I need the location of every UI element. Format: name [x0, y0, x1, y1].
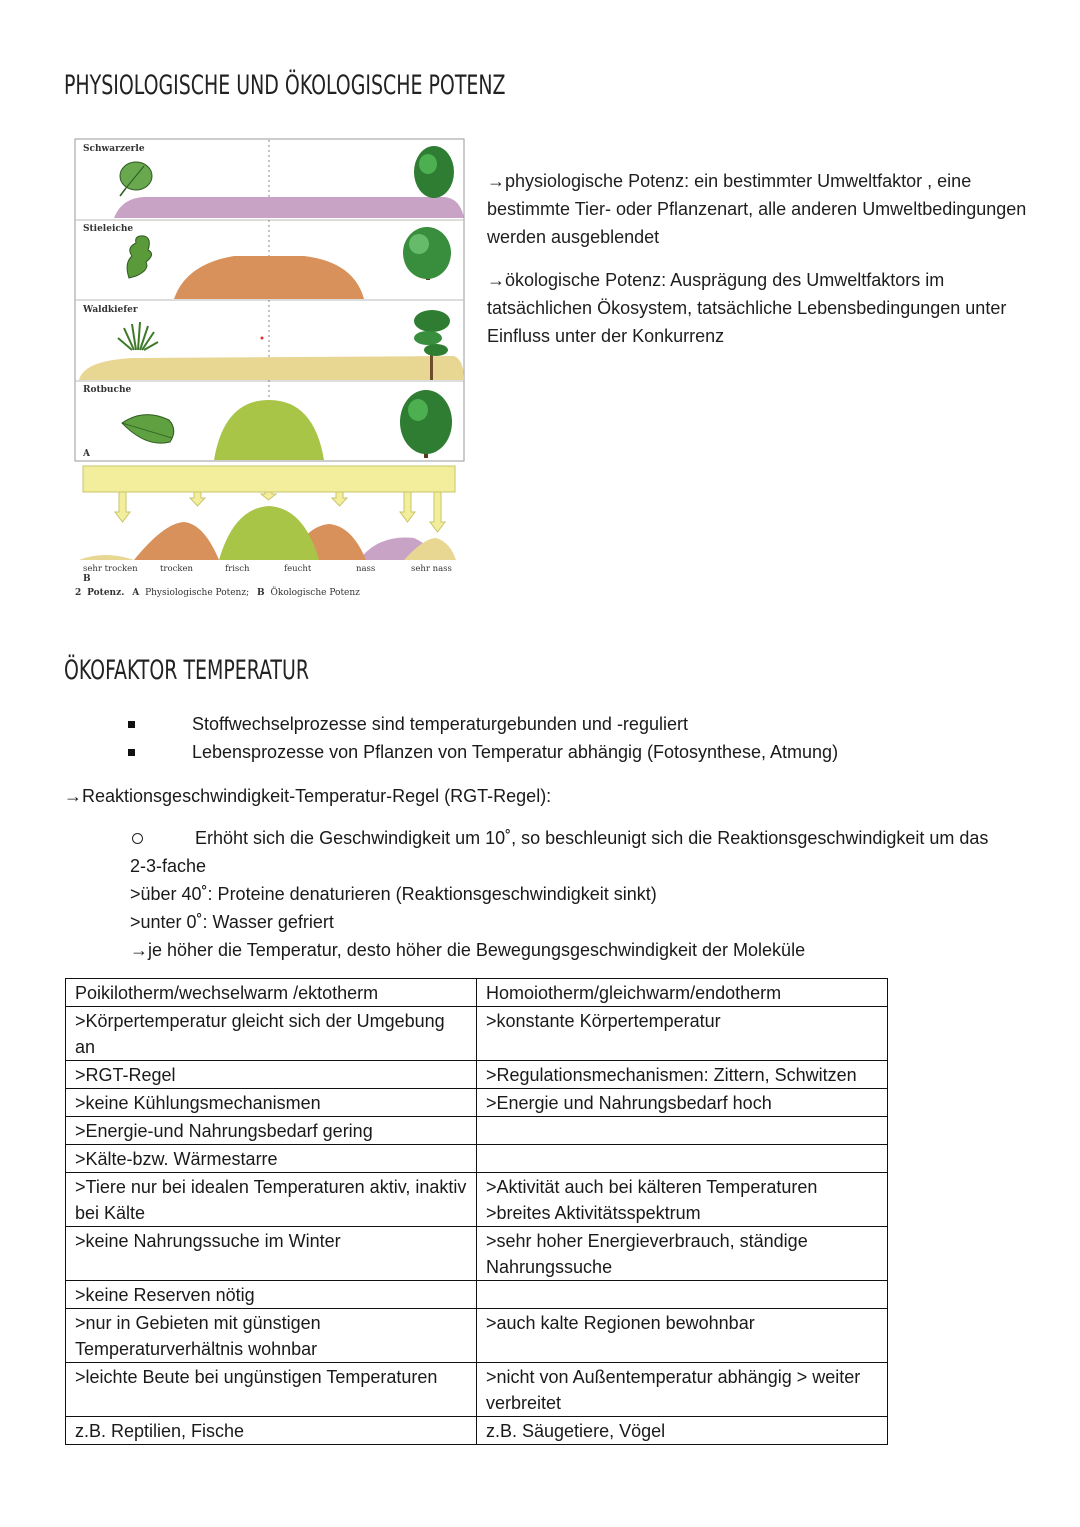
definition-oekologisch [487, 266, 1027, 350]
cell-homoiotherm [477, 1145, 888, 1173]
cell-homoiotherm: >sehr hoher Energieverbrauch, ständige Nahrungssuche [477, 1227, 888, 1281]
panel-letter-a: A [83, 449, 90, 459]
section-heading-potenz: PHYSIOLOGISCHE UND ÖKOLOGISCHE POTENZ [64, 70, 506, 101]
axis-label-sehr-nass: sehr nass [411, 564, 452, 574]
cell-homoiotherm: >Aktivität auch bei kälteren Temperaturen >breites Aktivitätsspektrum [477, 1173, 888, 1227]
comparison-table [65, 978, 888, 1445]
panel-label-rotbuche: Rotbuche [83, 385, 132, 395]
cell-poikilotherm: >RGT-Regel [66, 1061, 477, 1089]
curve-b-waldkiefer-left [79, 555, 134, 560]
panel-label-schwarzerle: Schwarzerle [83, 144, 145, 154]
text-oekologische-potenz: →ökologische Potenz: Ausprägung des Umweltfaktors im tatsächlichen Ökosystem, tatsächliche Lebensbedingungen unter Einfluss unter der Konkurrenz [487, 270, 1007, 346]
cell-poikilotherm: >leichte Beute bei ungünstigen Temperaturen [66, 1363, 477, 1417]
figure-caption: 2 Potenz. A Physiologische Potenz; B Ökologische Potenz [75, 588, 360, 598]
yellow-band [83, 466, 455, 492]
list-item: Stoffwechselprozesse sind temperaturgebunden und -reguliert [128, 710, 838, 738]
axis-label-nass: nass [356, 564, 376, 574]
table-row [66, 1363, 888, 1417]
cell-homoiotherm [477, 1117, 888, 1145]
potenz-figure [74, 138, 466, 608]
table-row [66, 1227, 888, 1281]
table-row [66, 1089, 888, 1117]
axis-label-sehr-trocken: sehr trocken [83, 564, 138, 574]
cell-homoiotherm: z.B. Säugetiere, Vögel [477, 1417, 888, 1445]
cell-poikilotherm: >Tiere nur bei idealen Temperaturen aktiv, inaktiv bei Kälte [66, 1173, 477, 1227]
panel-letter-b: B [83, 574, 91, 584]
text-physiologische-potenz: →physiologische Potenz: ein bestimmter Umweltfaktor , eine bestimmte Tier- oder Pflanzenart, alle anderen Umweltbedingungen werden ausgeblendet [487, 171, 1027, 247]
axis-label-trocken: trocken [160, 564, 194, 574]
square-bullet-icon [128, 749, 135, 756]
rgt-title: →Reaktionsgeschwindigkeit-Temperatur-Regel (RGT-Regel): [64, 786, 552, 806]
table-row [66, 1281, 888, 1309]
rgt-body [130, 824, 1030, 964]
curve-b-rotbuche [219, 506, 319, 560]
bullet-list [128, 710, 838, 766]
curve-b-stieleiche-left [134, 522, 219, 560]
rgt-line-continuation: 2-3-fache [130, 856, 207, 876]
rgt-line-40: >über 40˚: Proteine denaturieren (Reaktionsgeschwindigkeit sinkt) [130, 884, 657, 904]
axis-label-feucht: feucht [284, 564, 312, 574]
tree-schwarzerle-icon [414, 146, 454, 198]
cell-poikilotherm: >keine Kühlungsmechanismen [66, 1089, 477, 1117]
table-row [66, 1173, 888, 1227]
cell-poikilotherm: >Körpertemperatur gleicht sich der Umgebung an [66, 1007, 477, 1061]
cell-poikilotherm: >keine Nahrungssuche im Winter [66, 1227, 477, 1281]
list-item: Erhöht sich die Geschwindigkeit um 10˚, so beschleunigt sich die Reaktionsgeschwindigkeit um das [130, 824, 1030, 852]
circle-bullet-icon [132, 833, 143, 844]
cell-homoiotherm: >auch kalte Regionen bewohnbar [477, 1309, 888, 1363]
curve-waldkiefer [76, 356, 464, 380]
square-bullet-icon [128, 721, 135, 728]
section-heading-temperatur: ÖKOFAKTOR TEMPERATUR [64, 655, 309, 686]
table-row [66, 1007, 888, 1061]
rgt-line-0: >unter 0˚: Wasser gefriert [130, 912, 334, 932]
cell-homoiotherm: >Energie und Nahrungsbedarf hoch [477, 1089, 888, 1117]
list-item: Lebensprozesse von Pflanzen von Temperatur abhängig (Fotosynthese, Atmung) [128, 738, 838, 766]
cell-poikilotherm: >Energie-und Nahrungsbedarf gering [66, 1117, 477, 1145]
table-header-row [66, 979, 888, 1007]
table-row [66, 1417, 888, 1445]
cell-homoiotherm: >nicht von Außentemperatur abhängig > weiter verbreitet [477, 1363, 888, 1417]
cell-homoiotherm: >konstante Körpertemperatur [477, 1007, 888, 1061]
cell-poikilotherm: >Kälte-bzw. Wärmestarre [66, 1145, 477, 1173]
table-row [66, 1309, 888, 1363]
panel-label-stieleiche: Stieleiche [83, 224, 134, 234]
table-row [66, 1117, 888, 1145]
header-homoiotherm: Homoiotherm/gleichwarm/endotherm [477, 979, 888, 1007]
cell-poikilotherm: >keine Reserven nötig [66, 1281, 477, 1309]
header-poikilotherm: Poikilotherm/wechselwarm /ektotherm [66, 979, 477, 1007]
panel-label-waldkiefer: Waldkiefer [83, 305, 138, 315]
curve-schwarzerle [76, 197, 464, 218]
table-row [66, 1145, 888, 1173]
cell-homoiotherm [477, 1281, 888, 1309]
axis-label-frisch: frisch [225, 564, 250, 574]
cell-poikilotherm: z.B. Reptilien, Fische [66, 1417, 477, 1445]
rgt-line-molecules: →je höher die Temperatur, desto höher die Bewegungsgeschwindigkeit der Moleküle [130, 940, 806, 960]
cell-homoiotherm: >Regulationsmechanismen: Zittern, Schwitzen [477, 1061, 888, 1089]
cell-poikilotherm: >nur in Gebieten mit günstigen Temperaturverhältnis wohnbar [66, 1309, 477, 1363]
table-row [66, 1061, 888, 1089]
definition-physiologisch [487, 167, 1027, 251]
